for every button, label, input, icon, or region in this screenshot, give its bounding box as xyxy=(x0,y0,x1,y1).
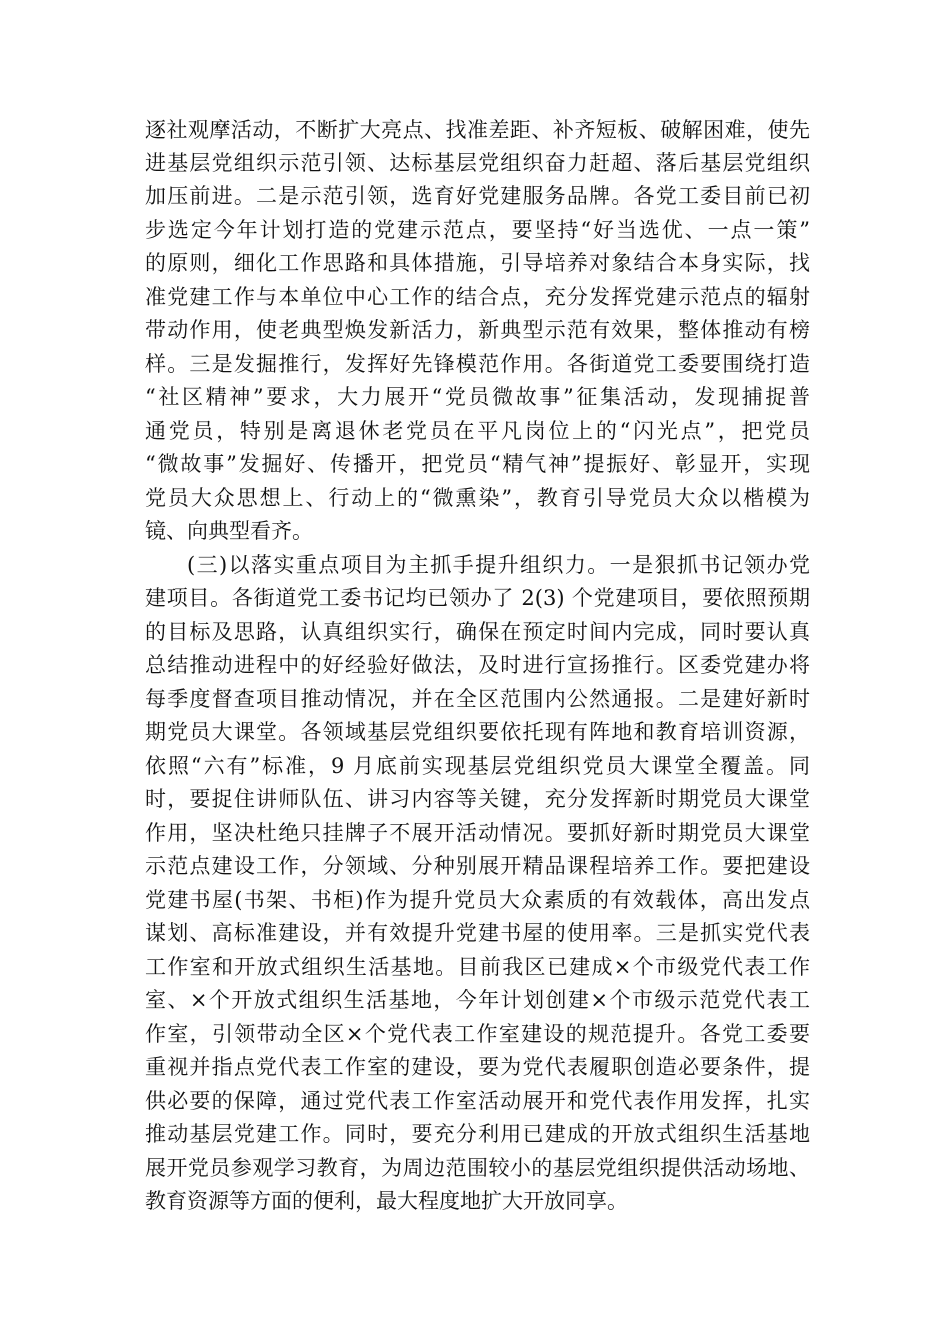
text-line: 进基层党组织示范引领、达标基层党组织奋力赶超、落后基层党组织 xyxy=(145,151,810,175)
text-line: 总结推动进程中的好经验好做法，及时进行宣扬推行。区委党建办将 xyxy=(145,653,810,677)
text-line: 步选定今年计划打造的党建示范点，要坚持“好当选优、一点一策” xyxy=(145,218,810,242)
text-line: 党建书屋(书架、书柜)作为提升党员大众素质的有效载体，高出发点 xyxy=(145,888,810,912)
text-line: 重视并指点党代表工作室的建设，要为党代表履职创造必要条件，提 xyxy=(145,1055,810,1079)
text-line: “社区精神”要求，大力展开“党员微故事”征集活动，发现捕捉普 xyxy=(145,385,810,409)
text-line: 党员大众思想上、行动上的“微熏染”，教育引导党员大众以楷模为 xyxy=(145,486,810,510)
text-line: 镜、向典型看齐。 xyxy=(145,519,313,543)
text-line: 每季度督查项目推动情况，并在全区范围内公然通报。二是建好新时 xyxy=(145,687,810,711)
text-line: 的原则，细化工作思路和具体措施，引导培养对象结合本身实际，找 xyxy=(145,251,810,275)
text-line: 时，要捉住讲师队伍、讲习内容等关键，充分发挥新时期党员大课堂 xyxy=(145,787,810,811)
text-line: 期党员大课堂。各领域基层党组织要依托现有阵地和教育培训资源， xyxy=(145,720,810,744)
text-line: “微故事”发掘好、传播开，把党员“精气神”提振好、彰显开，实现 xyxy=(145,452,810,476)
text-line: 建项目。各街道党工委书记均已领办了 2(3) 个党建项目，要依照预期 xyxy=(145,586,810,610)
text-line: 教育资源等方面的便利，最大程度地扩大开放同享。 xyxy=(145,1189,628,1213)
text-line: 准党建工作与本单位中心工作的结合点，充分发挥党建示范点的辐射 xyxy=(145,285,810,309)
text-line: 的目标及思路，认真组织实行，确保在预定时间内完成，同时要认真 xyxy=(145,620,810,644)
text-line: 样。三是发掘推行，发挥好先锋模范作用。各街道党工委要围绕打造 xyxy=(145,352,810,376)
text-line: 带动作用，使老典型焕发新活力，新典型示范有效果，整体推动有榜 xyxy=(145,318,810,342)
text-line: 逐社观摩活动，不断扩大亮点、找准差距、补齐短板、破解困难，使先 xyxy=(145,118,810,142)
text-line: 通党员，特别是离退休老党员在平凡岗位上的“闪光点”，把党员 xyxy=(145,419,810,443)
text-line: 谋划、高标准建设，并有效提升党建书屋的使用率。三是抓实党代表 xyxy=(145,921,810,945)
text-line: 作用，坚决杜绝只挂牌子不展开活动情况。要抓好新时期党员大课堂 xyxy=(145,821,810,845)
text-line: 室、×个开放式组织生活基地，今年计划创建×个市级示范党代表工 xyxy=(145,988,810,1012)
text-line: 加压前进。二是示范引领，选育好党建服务品牌。各党工委目前已初 xyxy=(145,184,810,208)
text-line: 供必要的保障，通过党代表工作室活动展开和党代表作用发挥，扎实 xyxy=(145,1089,810,1113)
text-line: 作室，引领带动全区×个党代表工作室建设的规范提升。各党工委要 xyxy=(145,1022,810,1046)
text-line: 示范点建设工作，分领域、分种别展开精品课程培养工作。要把建设 xyxy=(145,854,810,878)
text-line: 工作室和开放式组织生活基地。目前我区已建成×个市级党代表工作 xyxy=(145,955,810,979)
text-line: 展开党员参观学习教育，为周边范围较小的基层党组织提供活动场地、 xyxy=(145,1156,810,1180)
paragraph-first-line: (三)以落实重点项目为主抓手提升组织力。一是狠抓书记领办党 xyxy=(187,553,810,577)
text-line: 推动基层党建工作。同时，要充分利用已建成的开放式组织生活基地 xyxy=(145,1122,810,1146)
text-line: 依照“六有”标准，9 月底前实现基层党组织党员大课堂全覆盖。同 xyxy=(145,754,810,778)
